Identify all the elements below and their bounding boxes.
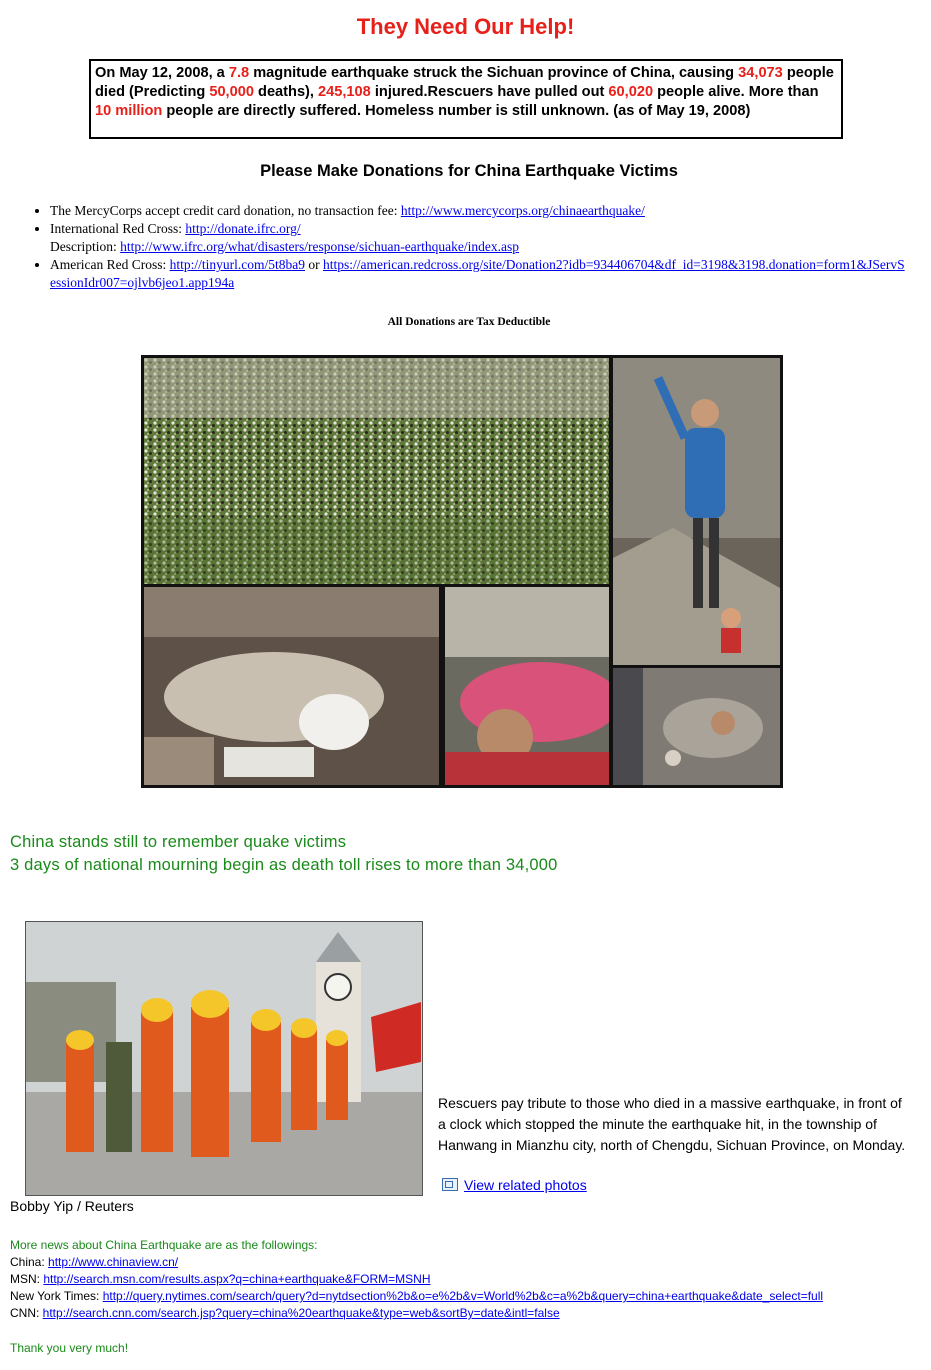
rescuers-tribute-photo — [25, 921, 423, 1196]
news-link-cnn[interactable]: http://search.cnn.com/search.jsp?query=china%20earthquake&type=web&sortBy=date&intl=false — [42, 1306, 560, 1320]
red-cross-tinyurl-link[interactable]: http://tinyurl.com/5t8ba9 — [169, 257, 305, 272]
photo-collage — [141, 355, 783, 788]
rubble-photo — [610, 665, 783, 788]
rescue-boy-photo — [610, 355, 783, 668]
photo-gallery-icon — [442, 1178, 458, 1191]
news-link-china[interactable]: http://www.chinaview.cn/ — [48, 1255, 179, 1269]
news-item-cnn — [10, 1305, 823, 1322]
predicted-deaths-value: 50,000 — [209, 84, 254, 100]
rubble-image — [613, 668, 780, 785]
news-item-nyt — [10, 1288, 823, 1305]
mourning-headline — [10, 831, 558, 877]
boy-image — [613, 358, 780, 665]
ifrc-description-text: Description: — [50, 239, 121, 254]
more-news-intro: More news about China Earthquake are as the followings: — [10, 1238, 318, 1252]
injured-woman-photo — [442, 584, 612, 788]
red-cross-text: American Red Cross: — [50, 257, 170, 272]
news-link-msn[interactable]: http://search.msn.com/results.aspx?q=china+earthquake&FORM=MSNH — [43, 1272, 431, 1286]
summary-text: people died (Predicting — [95, 65, 834, 100]
news-item-china — [10, 1254, 823, 1271]
list-item — [50, 202, 910, 220]
injured-value: 245,108 — [318, 84, 371, 100]
more-news — [10, 1237, 823, 1322]
tax-deductible-note: All Donations are Tax Deductible — [387, 316, 551, 328]
deaths-value: 34,073 — [738, 65, 783, 81]
rescuers-tribute-image — [26, 922, 422, 1195]
news-label: MSN: — [10, 1272, 44, 1286]
trapped-victim-photo — [141, 584, 442, 788]
headline-line-2: 3 days of national mourning begin as death toll rises to more than 34,000 — [10, 856, 558, 874]
ifrc-text: International Red Cross: — [50, 221, 186, 236]
summary-text: people alive. More than — [653, 84, 819, 100]
magnitude-value: 7.8 — [228, 65, 250, 81]
news-label: New York Times: — [10, 1289, 103, 1303]
news-label: CNN: — [10, 1306, 43, 1320]
or-text: or — [304, 257, 323, 272]
rescued-value: 60,020 — [608, 84, 654, 100]
summary-text: magnitude earthquake struck the Sichuan province of China, causing — [249, 65, 739, 81]
ifrc-donate-link[interactable]: http://donate.ifrc.org/ — [185, 221, 301, 236]
mercycorps-link[interactable]: http://www.mercycorps.org/chinaearthquake/ — [400, 203, 645, 218]
photo-caption: Rescuers pay tribute to those who died in a massive earthquake, in front of a clock which stopped the minute the earthquake hit, in the township of Hanwang in Mianzhu city, north of Chengdu, Sichuan Province, on Monday. — [438, 1095, 906, 1153]
summary-text: people are directly suffered. Homeless number is still unknown. (as of May 19, 2008) — [162, 103, 751, 119]
donation-list — [30, 202, 910, 292]
related-photos — [438, 1177, 587, 1193]
list-item — [50, 256, 910, 292]
photo-credit: Bobby Yip / Reuters — [10, 1198, 134, 1214]
headline-line-1: China stands still to remember quake victims — [10, 833, 347, 851]
thank-you-note: Thank you very much! — [10, 1341, 129, 1355]
trapped-victim-image — [144, 587, 439, 785]
news-item-msn — [10, 1271, 823, 1288]
summary-text: On May 12, 2008, a — [95, 65, 229, 81]
suffered-value: 10 million — [95, 103, 163, 119]
mercycorps-text: The MercyCorps accept credit card donation, no transaction fee: — [50, 203, 401, 218]
donations-heading: Please Make Donations for China Earthquake Victims — [260, 162, 678, 180]
crowd-photo — [141, 355, 612, 587]
injured-woman-image — [445, 587, 609, 785]
page-title: They Need Our Help! — [356, 14, 575, 39]
red-cross-donation-link[interactable]: https://american.redcross.org/site/Donation2?idb=934406704&df_id=3198&3198.donation=form1&JServSessionIdr007=ojlvb6jeo1.app194a — [50, 257, 905, 290]
list-item — [50, 220, 910, 256]
crowd-image — [144, 358, 609, 584]
view-related-photos-link[interactable]: View related photos — [464, 1177, 587, 1193]
summary-text: deaths), — [253, 84, 319, 100]
summary-text: injured.Rescuers have pulled out — [370, 84, 609, 100]
earthquake-summary-box — [89, 59, 843, 139]
news-link-nyt[interactable]: http://query.nytimes.com/search/query?d=nytdsection%2b&o=e%2b&v=World%2b&c=a%2b&query=china+earthquake&date_select=full — [102, 1289, 824, 1303]
news-label: China: — [10, 1255, 49, 1269]
ifrc-description-link[interactable]: http://www.ifrc.org/what/disasters/response/sichuan-earthquake/index.asp — [120, 239, 520, 254]
